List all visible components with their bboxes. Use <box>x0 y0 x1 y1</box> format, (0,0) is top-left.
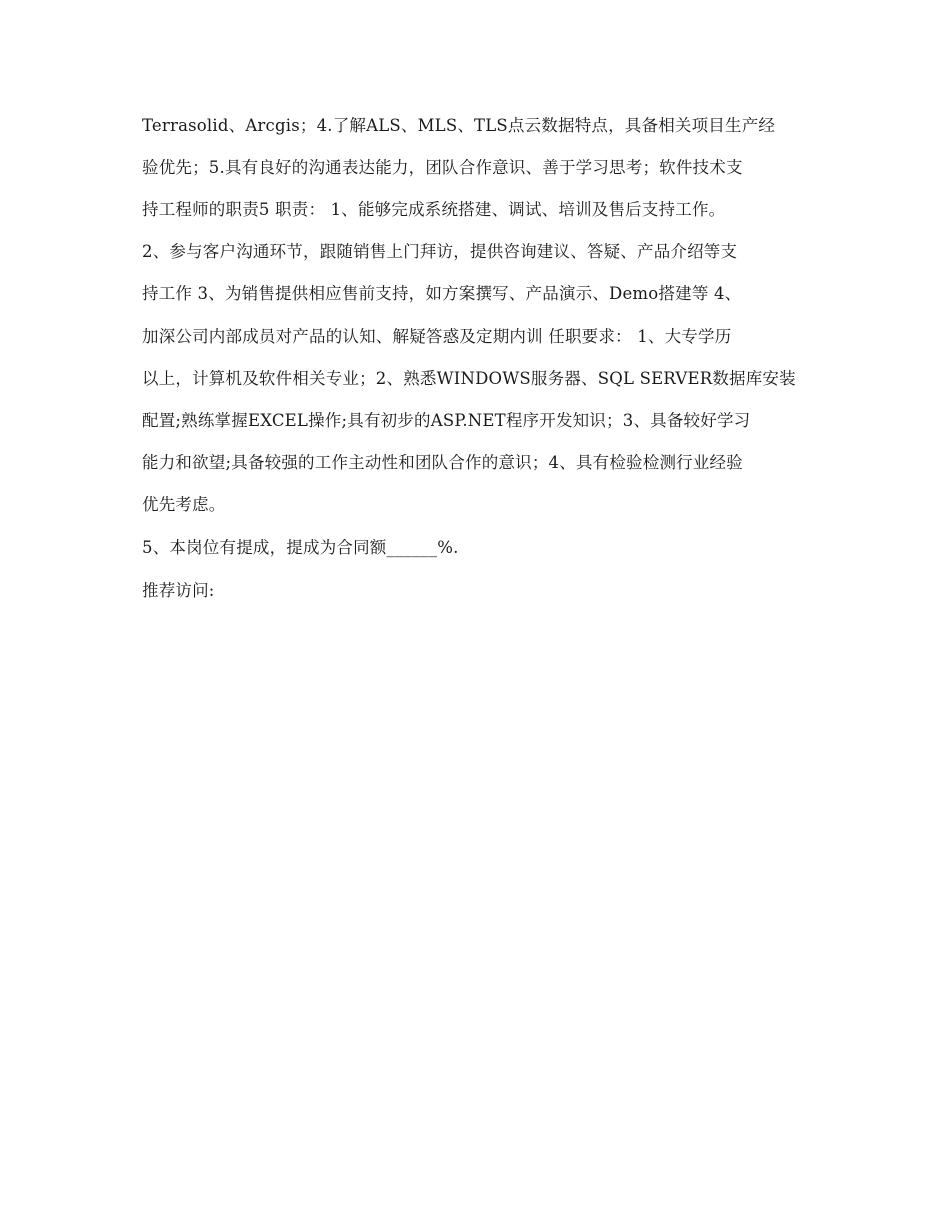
text-line: 能力和欲望;具备较强的工作主动性和团队合作的意识；4、具有检验检测行业经验 <box>142 453 743 472</box>
text-line: 推荐访问: <box>142 581 215 600</box>
text-line: 加深公司内部成员对产品的认知、解疑答惑及定期内训 任职要求： 1、大专学历 <box>142 327 732 346</box>
text-line: 持工程师的职责5 职责： 1、能够完成系统搭建、调试、培训及售后支持工作。 <box>142 200 726 219</box>
text-line: 持工作 3、为销售提供相应售前支持，如方案撰写、产品演示、Demo搭建等 4、 <box>142 284 742 303</box>
text-line: 2、参与客户沟通环节，跟随销售上门拜访，提供咨询建议、答疑、产品介绍等支 <box>142 242 738 261</box>
text-line: 以上，计算机及软件相关专业；2、熟悉WINDOWS服务器、SQL SERVER数据库安装 <box>142 369 796 388</box>
text-line: 配置;熟练掌握EXCEL操作;具有初步的ASP.NET程序开发知识；3、具备较好学习 <box>142 411 751 430</box>
text-line: 5、本岗位有提成，提成为合同额______%. <box>142 538 459 557</box>
text-line: 优先考虑。 <box>142 495 226 514</box>
text-line: Terrasolid、Arcgis；4.了解ALS、MLS、TLS点云数据特点，具备相关项目生产经 <box>142 116 776 135</box>
text-line: 验优先；5.具有良好的沟通表达能力，团队合作意识、善于学习思考；软件技术支 <box>142 158 743 177</box>
